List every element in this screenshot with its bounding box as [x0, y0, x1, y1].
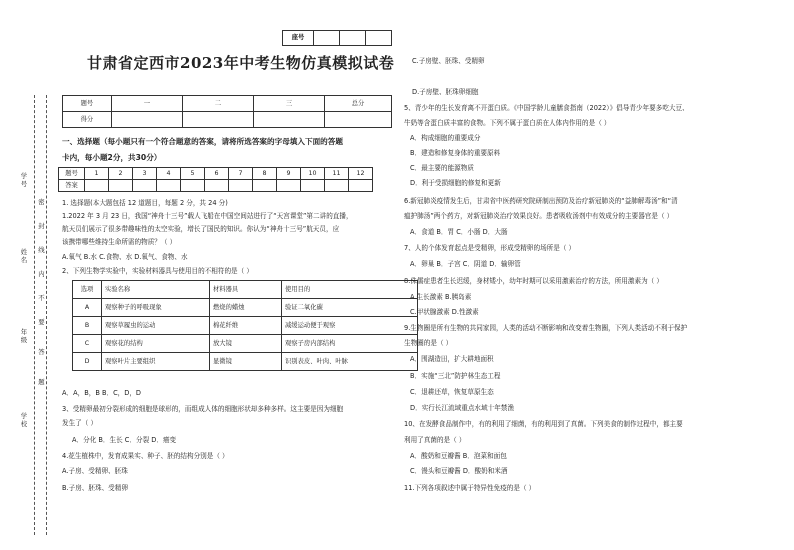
- question-options-line: B．实施“三北”防护林生态工程: [410, 372, 501, 380]
- exp-cell: 验证二氧化碳: [282, 299, 418, 317]
- score-row-label: 得分: [63, 112, 112, 128]
- seal-char-4: 内: [38, 270, 45, 278]
- question-text-line: 牛奶等含蛋白质丰富的食物。下列不属于蛋白质在人体内作用的是（ ）: [404, 119, 611, 127]
- question-options-line: A．食道 B．胃 C．小肠 D．大肠: [410, 228, 508, 236]
- answer-card-header-label: 题号: [59, 168, 85, 180]
- question-text-line: 10、在发酵食品制作中，有的利用了细菌，有的利用到了真菌。下列美食的制作过程中，都主要: [404, 420, 683, 428]
- question-text-line: 1.2022 年 3 月 23 日，我国“神舟十三号”载人飞船在中国空间站进行了“天宫课堂”第二讲的直播，: [62, 212, 353, 220]
- answer-card-q6: 6: [205, 168, 229, 180]
- binding-line-outer: [34, 95, 35, 535]
- table-row: [73, 317, 418, 335]
- question-text-line: 利用了真菌的是（ ）: [404, 436, 466, 444]
- answer-card-q1: 1: [85, 168, 109, 180]
- exp-cell: 棉花纤维: [210, 317, 282, 335]
- question-text-line: 航天员们展示了很多带趣味性的太空实验，增长了国民的知识。你认为“神舟十三号”航天员，应: [62, 225, 340, 233]
- seal-char-5: 不: [38, 294, 45, 302]
- exp-cell: 识别表皮、叶肉、叶脉: [282, 353, 418, 371]
- question-text-line: 8.侏儒症患者生长迟缓，身材矮小，幼年时期可以采用激素治疗的方法，所用激素为（ ）: [404, 277, 663, 285]
- answer-card-q11: 11: [325, 168, 349, 180]
- seal-char-8: 题: [38, 378, 45, 386]
- question-options-line: C.子房壁、胚珠、受精卵: [412, 57, 485, 65]
- exp-cell: 燃烧的蜡烛: [210, 299, 282, 317]
- answer-card-q9: 9: [277, 168, 301, 180]
- answer-cell-2[interactable]: [109, 180, 133, 192]
- answer-cell-5[interactable]: [181, 180, 205, 192]
- seat-cell-1[interactable]: [314, 31, 340, 46]
- question-options-line: D．实行长江流域重点水域十年禁渔: [410, 404, 514, 412]
- experiment-table: [72, 280, 418, 371]
- seal-char-7: 答: [38, 348, 45, 356]
- exam-title: 甘肃省定西市2023年中考生物仿真模拟试卷: [87, 54, 395, 72]
- answer-cell-4[interactable]: [157, 180, 181, 192]
- question-text-line: 2、下列生物学实验中，实验材料器具与使用目的不相符的是（ ）: [62, 267, 253, 275]
- seal-char-2: 封: [38, 222, 45, 230]
- score-cell-total[interactable]: [325, 112, 392, 128]
- question-text-line: 1. 选择题(本大题包括 12 道题目，每题 2 分，共 24 分): [62, 199, 228, 207]
- question-text-line: 6.新冠肺炎疫情发生后，甘肃省中医药研究院研制出预防及治疗新冠肺炎的“益肺解毒汤”和“清: [404, 197, 678, 205]
- answer-card: [58, 167, 373, 192]
- score-header-label: 题号: [63, 96, 112, 112]
- exp-header-purpose: 使用目的: [282, 281, 418, 299]
- exp-header-material: 材料器具: [210, 281, 282, 299]
- exp-cell: 观察种子的呼吸现象: [102, 299, 210, 317]
- answer-cell-12[interactable]: [349, 180, 373, 192]
- answer-cell-6[interactable]: [205, 180, 229, 192]
- grade-label: 年级: [20, 328, 28, 344]
- answer-card-q4: 4: [157, 168, 181, 180]
- question-text-line: 生物圈的是（ ）: [404, 339, 453, 347]
- exp-cell: 观察叶片主要组织: [102, 353, 210, 371]
- question-text-line: 该携带哪些维持生命所需的物质？（ ）: [62, 238, 177, 246]
- answer-cell-1[interactable]: [85, 180, 109, 192]
- school-label: 学校: [20, 412, 28, 428]
- answer-card-row-label: 答案: [59, 180, 85, 192]
- question-options-line: B.子房、胚珠、受精卵: [62, 484, 128, 492]
- exp-cell: D: [73, 353, 102, 371]
- question-options-line: A．酸奶和豆瓣酱 B．泡菜和面包: [410, 452, 507, 460]
- question-options-line: C．最主要的能源物质: [410, 164, 474, 172]
- answer-card-q12: 12: [349, 168, 373, 180]
- seal-char-6: 要: [38, 318, 45, 326]
- answer-card-q8: 8: [253, 168, 277, 180]
- seal-char-3: 线: [38, 246, 45, 254]
- answer-cell-10[interactable]: [301, 180, 325, 192]
- answer-cell-8[interactable]: [253, 180, 277, 192]
- exp-cell: 放大镜: [210, 335, 282, 353]
- exp-header-option: 选项: [73, 281, 102, 299]
- exp-header-name: 实验名称: [102, 281, 210, 299]
- answer-cell-7[interactable]: [229, 180, 253, 192]
- exp-cell: A: [73, 299, 102, 317]
- question-options-line: A．分化 B．生长 C．分裂 D．癌变: [72, 436, 177, 444]
- seat-cell-3[interactable]: [366, 31, 392, 46]
- question-text-line: 5、青少年的生长发育离不开蛋白质。《中国学龄儿童膳食指南（2022）》倡导青少年要多吃大豆、: [404, 104, 689, 112]
- binding-line-inner: [46, 95, 47, 535]
- question-options-line: D.子房壁、胚珠卵细胞: [412, 88, 479, 96]
- question-options-line: C．退耕还草，恢复草原生态: [410, 388, 494, 396]
- answer-card-q7: 7: [229, 168, 253, 180]
- score-cell-2[interactable]: [182, 112, 253, 128]
- student-id-label: 学号: [20, 172, 28, 188]
- question-text-line: 9.生物圈是所有生物的共同家园，人类的活动不断影响和改变着生物圈，下列人类活动不利于保护: [404, 324, 688, 332]
- exp-cell: 观察花的结构: [102, 335, 210, 353]
- answer-card-q10: 10: [301, 168, 325, 180]
- table-row: [73, 299, 418, 317]
- answer-cell-9[interactable]: [277, 180, 301, 192]
- table-row: [73, 335, 418, 353]
- answer-card-q5: 5: [181, 168, 205, 180]
- exp-cell: 显微镜: [210, 353, 282, 371]
- answer-card-q3: 3: [133, 168, 157, 180]
- section1-heading-line2: 卡内，每小题2分，共30分）: [62, 153, 162, 162]
- score-cell-3[interactable]: [254, 112, 325, 128]
- table-row: [73, 353, 418, 371]
- seat-label: 座号: [283, 31, 314, 46]
- seat-number-box: [282, 30, 392, 46]
- score-header-3: 三: [254, 96, 325, 112]
- answer-cell-11[interactable]: [325, 180, 349, 192]
- question-options-line: A．A，B，B B．C，D，D: [62, 389, 142, 397]
- question-options-line: D．利于受损细胞的修复和更新: [410, 179, 501, 187]
- question-options-line: C.甲状腺激素 D.性激素: [410, 308, 479, 316]
- exp-cell: 观察草履虫的运动: [102, 317, 210, 335]
- question-text-line: 4.花生植株中，发育成果实、种子、胚的结构分别是（ ）: [62, 452, 229, 460]
- question-text-line: 发生了（ ）: [62, 419, 98, 427]
- score-header-2: 二: [182, 96, 253, 112]
- exp-cell: C: [73, 335, 102, 353]
- question-options-line: C．馒头和豆瓣酱 D．酸奶和米酒: [410, 467, 508, 475]
- question-text-line: 瘟护肺汤”两个药方，对新冠肺炎治疗效果良好。患者吸收汤剂中有效成分的主要器官是（ ）: [404, 212, 674, 220]
- score-table: [62, 95, 392, 128]
- score-header-1: 一: [111, 96, 182, 112]
- exp-cell: B: [73, 317, 102, 335]
- question-text-line: 3、受精卵最初分裂形成的细胞是球形的，而组成人体的细胞形状却多种多样。这主要是因为细胞: [62, 405, 344, 413]
- question-options-line: A．构成细胞的重要成分: [410, 134, 481, 142]
- score-header-total: 总分: [325, 96, 392, 112]
- seal-char-1: 密: [38, 198, 45, 206]
- score-cell-1[interactable]: [111, 112, 182, 128]
- question-options-line: B．建造和修复身体的重要原料: [410, 149, 501, 157]
- question-options-line: A.生长激素 B.胰岛素: [410, 293, 472, 301]
- question-options-line: A．卵巢 B．子宫 C．阴道 D．输卵管: [410, 260, 521, 268]
- question-options-line: A.氧气 B.水 C.食物、水 D.氧气、食物、水: [62, 253, 188, 261]
- exp-cell: 观察子房内部结构: [282, 335, 418, 353]
- seat-cell-2[interactable]: [340, 31, 366, 46]
- question-options-line: A．围湖造田，扩大耕地面积: [410, 355, 494, 363]
- answer-cell-3[interactable]: [133, 180, 157, 192]
- question-text-line: 11.下列各项叙述中属于特异性免疫的是（ ）: [404, 484, 536, 492]
- name-label: 姓名: [20, 248, 28, 264]
- exp-cell: 减缓运动便于观察: [282, 317, 418, 335]
- question-text-line: 7、人的个体发育起点是受精卵，形成受精卵的场所是（ ）: [404, 244, 576, 252]
- question-options-line: A.子房、受精卵、胚珠: [62, 467, 128, 475]
- answer-card-q2: 2: [109, 168, 133, 180]
- section1-heading-line1: 一、选择题（每小题只有一个符合题意的答案，请将所选答案的字母填入下面的答题: [62, 137, 343, 146]
